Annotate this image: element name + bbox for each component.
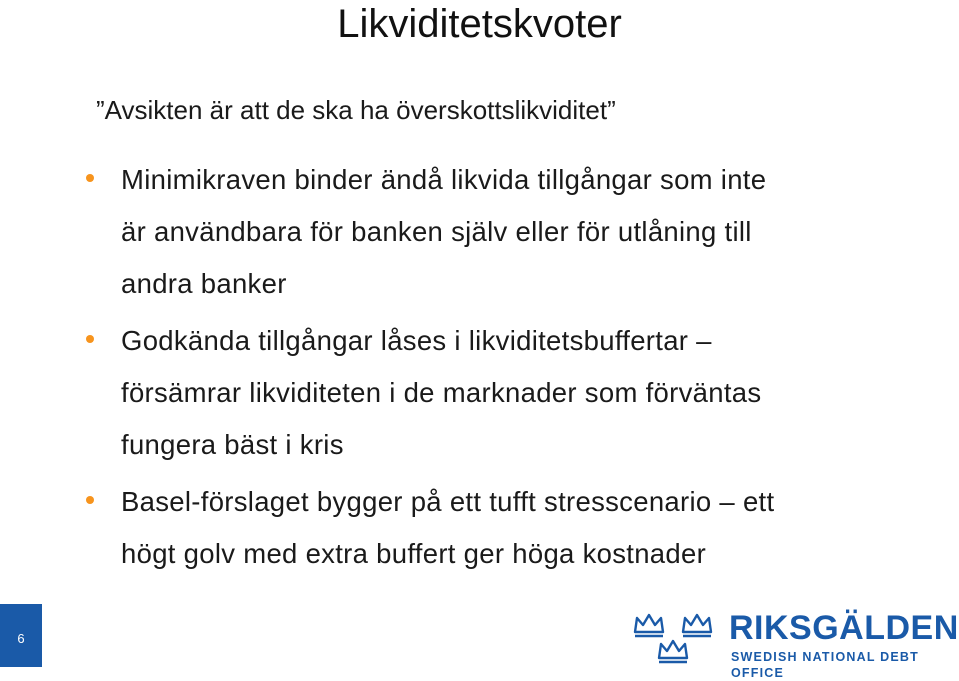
three-crowns-icon bbox=[629, 610, 725, 666]
page-number: 6 bbox=[17, 631, 25, 646]
bullet-dot-icon bbox=[86, 335, 94, 343]
bullet-item bbox=[86, 154, 936, 310]
bullet-dot-icon bbox=[86, 496, 94, 504]
bullet-line: Basel-förslaget bygger på ett tufft stresscenario – ett bbox=[121, 486, 775, 517]
bullet-dot-icon bbox=[86, 174, 94, 182]
page-number-box bbox=[0, 604, 42, 667]
logo-subtitle: SWEDISH NATIONAL DEBT OFFICE bbox=[731, 650, 919, 680]
lead-quote: ”Avsikten är att de ska ha överskottslikviditet” bbox=[96, 95, 616, 125]
bullet-line: andra banker bbox=[121, 268, 287, 299]
bullet-item bbox=[86, 476, 936, 580]
bullet-line: Godkända tillgångar låses i likviditetsbuffertar – bbox=[121, 325, 712, 356]
bullet-line: fungera bäst i kris bbox=[121, 429, 344, 460]
slide-title: Likviditetskvoter bbox=[337, 2, 622, 46]
bullet-line: försämrar likviditeten i de marknader som förväntas bbox=[121, 377, 762, 408]
logo-name: RIKSGÄLDEN bbox=[729, 609, 959, 647]
bullet-list bbox=[86, 154, 936, 585]
bullet-item bbox=[86, 315, 936, 471]
bullet-line: högt golv med extra buffert ger höga kostnader bbox=[121, 538, 707, 569]
riksgalden-logo bbox=[625, 608, 959, 680]
bullet-line: Minimikraven binder ändå likvida tillgångar som inte bbox=[121, 164, 767, 195]
bullet-line: är användbara för banken själv eller för utlåning till bbox=[121, 216, 752, 247]
